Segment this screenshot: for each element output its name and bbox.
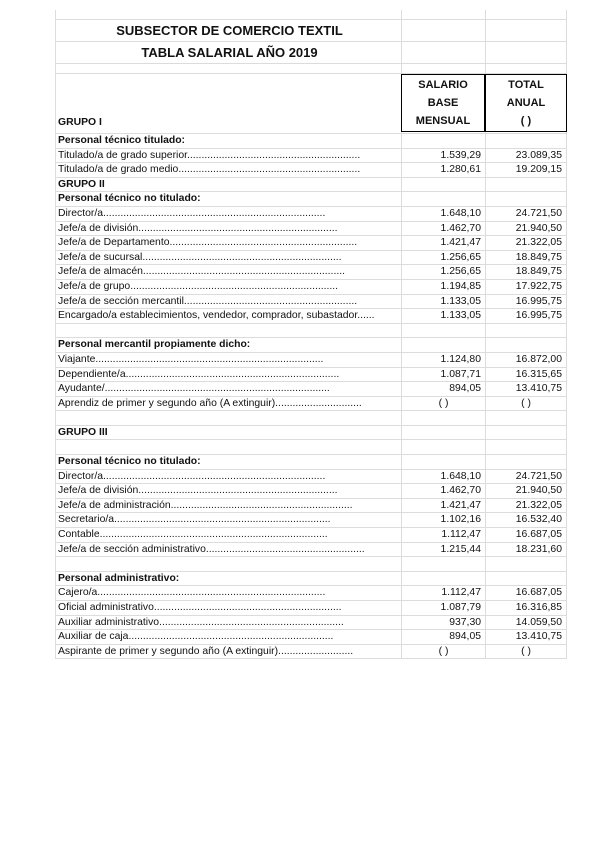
blank-row [55, 411, 567, 426]
table-row: Contable............................................................................... 1.112,47 16.687,05 [55, 528, 567, 543]
table-row: Aprendiz de primer y segundo año (A extinguir).............................. ( ) ( ) [55, 397, 567, 412]
table-row: Aspirante de primer y segundo año (A extinguir).......................... ( ) ( ) [55, 645, 567, 660]
title-row-2 [55, 42, 567, 64]
group-row: GRUPO II [55, 178, 567, 193]
blank-row [55, 440, 567, 455]
table-row: Jefe/a de grupo........................................................................ 1.194,85 17.922,75 [55, 280, 567, 295]
table-row: Personal técnico no titulado: [55, 455, 567, 470]
table-row: Auxiliar de caja....................................................................... 894,05 13.410,75 [55, 630, 567, 645]
header-text: MENSUAL [415, 115, 471, 127]
header-row [55, 74, 567, 134]
table-row: Jefe/a de sucursal..................................................................... 1.256,65 18.849,75 [55, 251, 567, 266]
header-text: TOTAL [508, 79, 544, 91]
header-text: ANUAL [506, 97, 546, 109]
blank-row [55, 10, 567, 20]
table-title: SUBSECTOR DE COMERCIO TEXTIL [55, 20, 401, 41]
table-row: Personal técnico titulado: [55, 134, 567, 149]
table-row: Oficial administrativo................................................................. 1.087,79 16.316,85 [55, 601, 567, 616]
blank-row [55, 324, 567, 339]
table-row: Jefe/a de almacén...................................................................... 1.256,65 18.849,75 [55, 265, 567, 280]
table-row: Jefe/a de división..................................................................... 1.462,70 21.940,50 [55, 222, 567, 237]
table-row: Secretario/a........................................................................... 1.102,16 16.532,40 [55, 513, 567, 528]
table-row: Titulado/a de grado medio............................................................... 1.280,61 19.209,15 [55, 163, 567, 178]
header-text: ( ) [520, 115, 532, 127]
table-row: Jefe/a de división..................................................................... 1.462,70 21.940,50 [55, 484, 567, 499]
table-row: Director/a............................................................................. 1.648,10 24.721,50 [55, 207, 567, 222]
table-row: Encargado/a establecimientos, vendedor, comprador, subastador...... 1.133,05 16.995,75 [55, 309, 567, 324]
table-row: Jefe/a de sección mercantil............................................................ 1.133,05 16.995,75 [55, 295, 567, 310]
table-subtitle: TABLA SALARIAL AÑO 2019 [55, 42, 401, 63]
table-row: Director/a............................................................................. 1.648,10 24.721,50 [55, 470, 567, 485]
table-row: Jefe/a de sección administrativo....................................................... 1.215,44 18.231,60 [55, 543, 567, 558]
table-row: Personal mercantil propiamente dicho: [55, 338, 567, 353]
salario-base-header [401, 74, 485, 132]
salary-table [55, 10, 567, 659]
table-row: Personal administrativo: [55, 572, 567, 587]
group-label: GRUPO I [58, 117, 102, 128]
table-row: Jefe/a de Departamento................................................................. 1.421,47 21.322,05 [55, 236, 567, 251]
blank-row [55, 557, 567, 572]
table-row: Titulado/a de grado superior............................................................ 1.539,29 23.089,35 [55, 149, 567, 164]
blank-row [55, 64, 567, 74]
group-row: GRUPO III [55, 426, 567, 441]
table-row: Personal técnico no titulado: [55, 192, 567, 207]
table-row: Dependiente/a.......................................................................... 1.087,71 16.315,65 [55, 368, 567, 383]
table-row: Auxiliar administrativo................................................................ 937,30 14.059,50 [55, 616, 567, 631]
table-row: Jefe/a de administración............................................................... 1.421,47 21.322,05 [55, 499, 567, 514]
table-row: Cajero/a............................................................................... 1.112,47 16.687,05 [55, 586, 567, 601]
title-row-1 [55, 20, 567, 42]
header-text: SALARIO [418, 79, 468, 91]
table-row: Ayudante/.............................................................................. 894,05 13.410,75 [55, 382, 567, 397]
total-anual-header [485, 74, 567, 132]
table-row: Viajante............................................................................... 1.124,80 16.872,00 [55, 353, 567, 368]
header-text: BASE [427, 97, 459, 109]
